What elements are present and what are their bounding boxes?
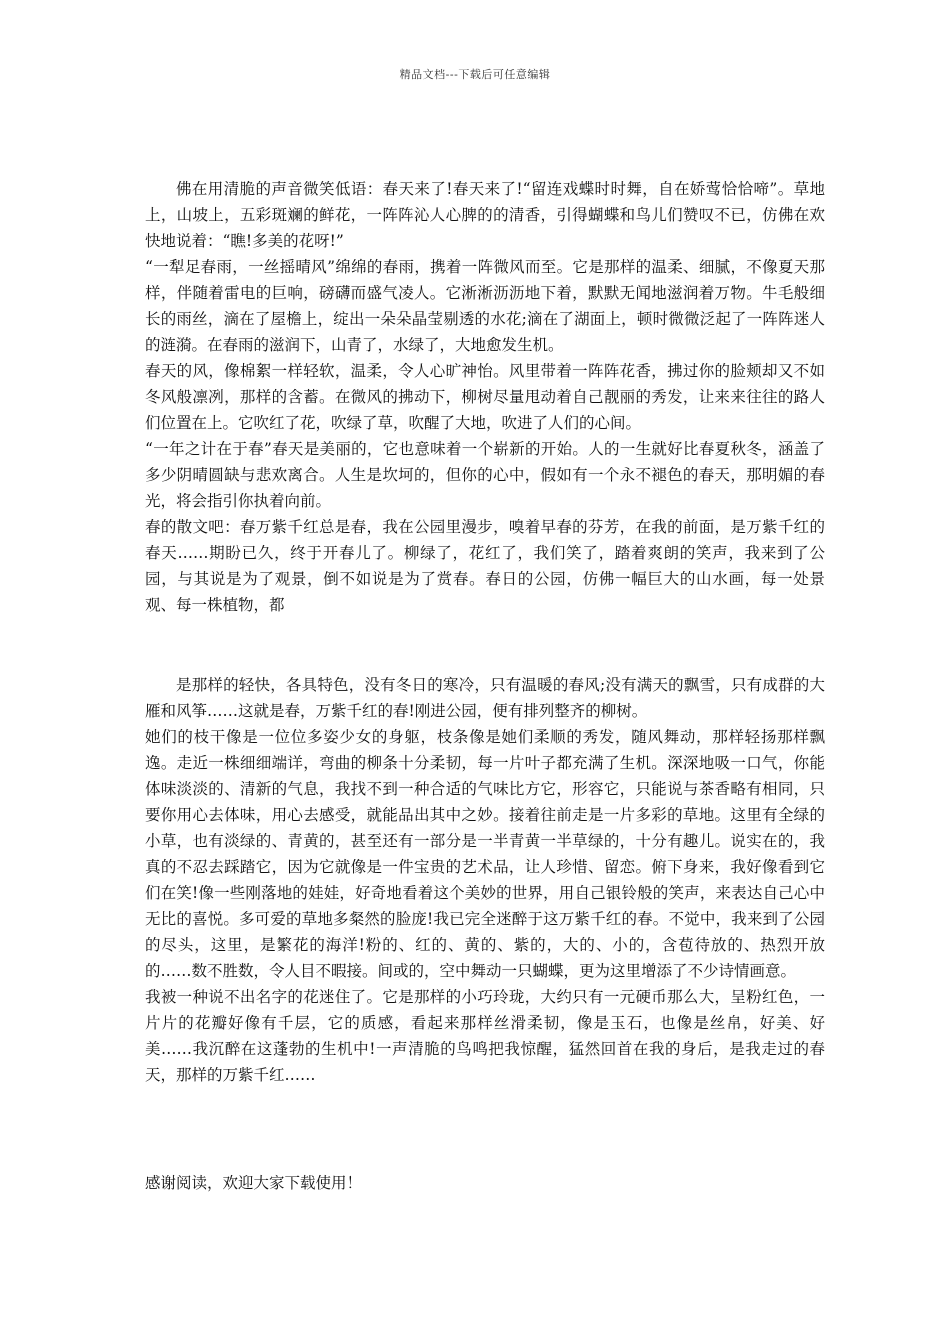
text-block-2	[145, 672, 825, 1088]
paragraph: “一犁足春雨，一丝摇晴风”绵绵的春雨，携着一阵微风而至。它是那样的温柔、细腻，不像夏天那样，伴随着雷电的巨响，磅礴而盛气凌人。它淅淅沥沥地下着，默默无闻地滋润着万物。牛毛般细长的雨丝，滴在了屋檐上，绽出一朵朵晶莹剔透的水花;滴在了湖面上，顿时微微泛起了一阵阵迷人的涟漪。在春雨的滋润下，山青了，水绿了，大地愈发生机。	[145, 258, 825, 354]
paragraph: “一年之计在于春”春天是美丽的，它也意味着一个崭新的开始。人的一生就好比春夏秋冬，涵盖了多少阴晴圆缺与悲欢离合。人生是坎坷的，但你的心中，假如有一个永不褪色的春天，那明媚的春光，将会指引你执着向前。	[145, 440, 825, 510]
paragraph: 春天的风，像棉絮一样轻软，温柔，令人心旷神怡。风里带着一阵阵花香，拂过你的脸颊却又不如冬风般凛冽，那样的含蓄。在微风的拂动下，柳树尽量甩动着自己靓丽的秀发，让来来往往的路人们位置在上。它吹红了花，吹绿了草，吹醒了大地，吹进了人们的心间。	[145, 362, 825, 432]
paragraph: 我被一种说不出名字的花迷住了。它是那样的小巧玲珑，大约只有一元硬币那么大，呈粉红色，一片片的花瓣好像有千层，它的质感，看起来那样丝滑柔韧，像是玉石，也像是丝帛，好美、好美……我沉醉在这蓬勃的生机中!一声清脆的鸟鸣把我惊醒，猛然回首在我的身后，是我走过的春天，那样的万紫千红……	[145, 988, 825, 1084]
paragraph: 是那样的轻快，各具特色，没有冬日的寒冷，只有温暖的春风;没有满天的飘雪，只有成群的大雁和风筝……这就是春，万紫千红的春!刚进公园，便有排列整齐的柳树。	[145, 676, 825, 720]
closing-note: 感谢阅读，欢迎大家下载使用！	[145, 1174, 363, 1192]
text-block-1	[145, 176, 825, 618]
paragraph: 她们的枝干像是一位位多姿少女的身躯，枝条像是她们柔顺的秀发，随风舞动，那样轻扬那样飘逸。走近一株细细端详，弯曲的柳条十分柔韧，每一片叶子都充满了生机。深深地吸一口气，你能体味淡淡的、清新的气息，我找不到一种合适的气味比方它，形容它，只能说与茶香略有相同，只要你用心去体味，用心去感受，就能品出其中之妙。接着往前走是一片多彩的草地。这里有全绿的小草，也有淡绿的、青黄的，甚至还有一部分是一半青黄一半草绿的，十分有趣儿。说实在的，我真的不忍去踩踏它，因为它就像是一件宝贵的艺术品，让人珍惜、留恋。俯下身来，我好像看到它们在笑!像一些刚落地的娃娃，好奇地看着这个美妙的世界，用自己银铃般的笑声，来表达自己心中无比的喜悦。多可爱的草地多粲然的脸庞!我已完全迷醉于这万紫千红的春。不觉中，我来到了公园的尽头，这里，是繁花的海洋!粉的、红的、黄的、紫的，大的、小的，含苞待放的、热烈开放的……数不胜数，令人目不暇接。间或的，空中舞动一只蝴蝶，更为这里增添了不少诗情画意。	[145, 728, 825, 980]
paragraph: 佛在用清脆的声音微笑低语：春天来了!春天来了!“留连戏蝶时时舞，自在娇莺恰恰啼”。草地上，山坡上，五彩斑斓的鲜花，一阵阵沁人心脾的的清香，引得蝴蝶和鸟儿们赞叹不已，仿佛在欢快地说着：“瞧!多美的花呀!”	[145, 180, 825, 250]
paragraph: 春的散文吧：春万紫千红总是春，我在公园里漫步，嗅着早春的芬芳，在我的前面，是万紫千红的春天……期盼已久，终于开春儿了。柳绿了，花红了，我们笑了，踏着爽朗的笑声，我来到了公园，与其说是为了观景，倒不如说是为了赏春。春日的公园，仿佛一幅巨大的山水画，每一处景观、每一株植物，都	[145, 518, 825, 614]
page-header: 精品文档---下载后可任意编辑	[399, 68, 551, 81]
